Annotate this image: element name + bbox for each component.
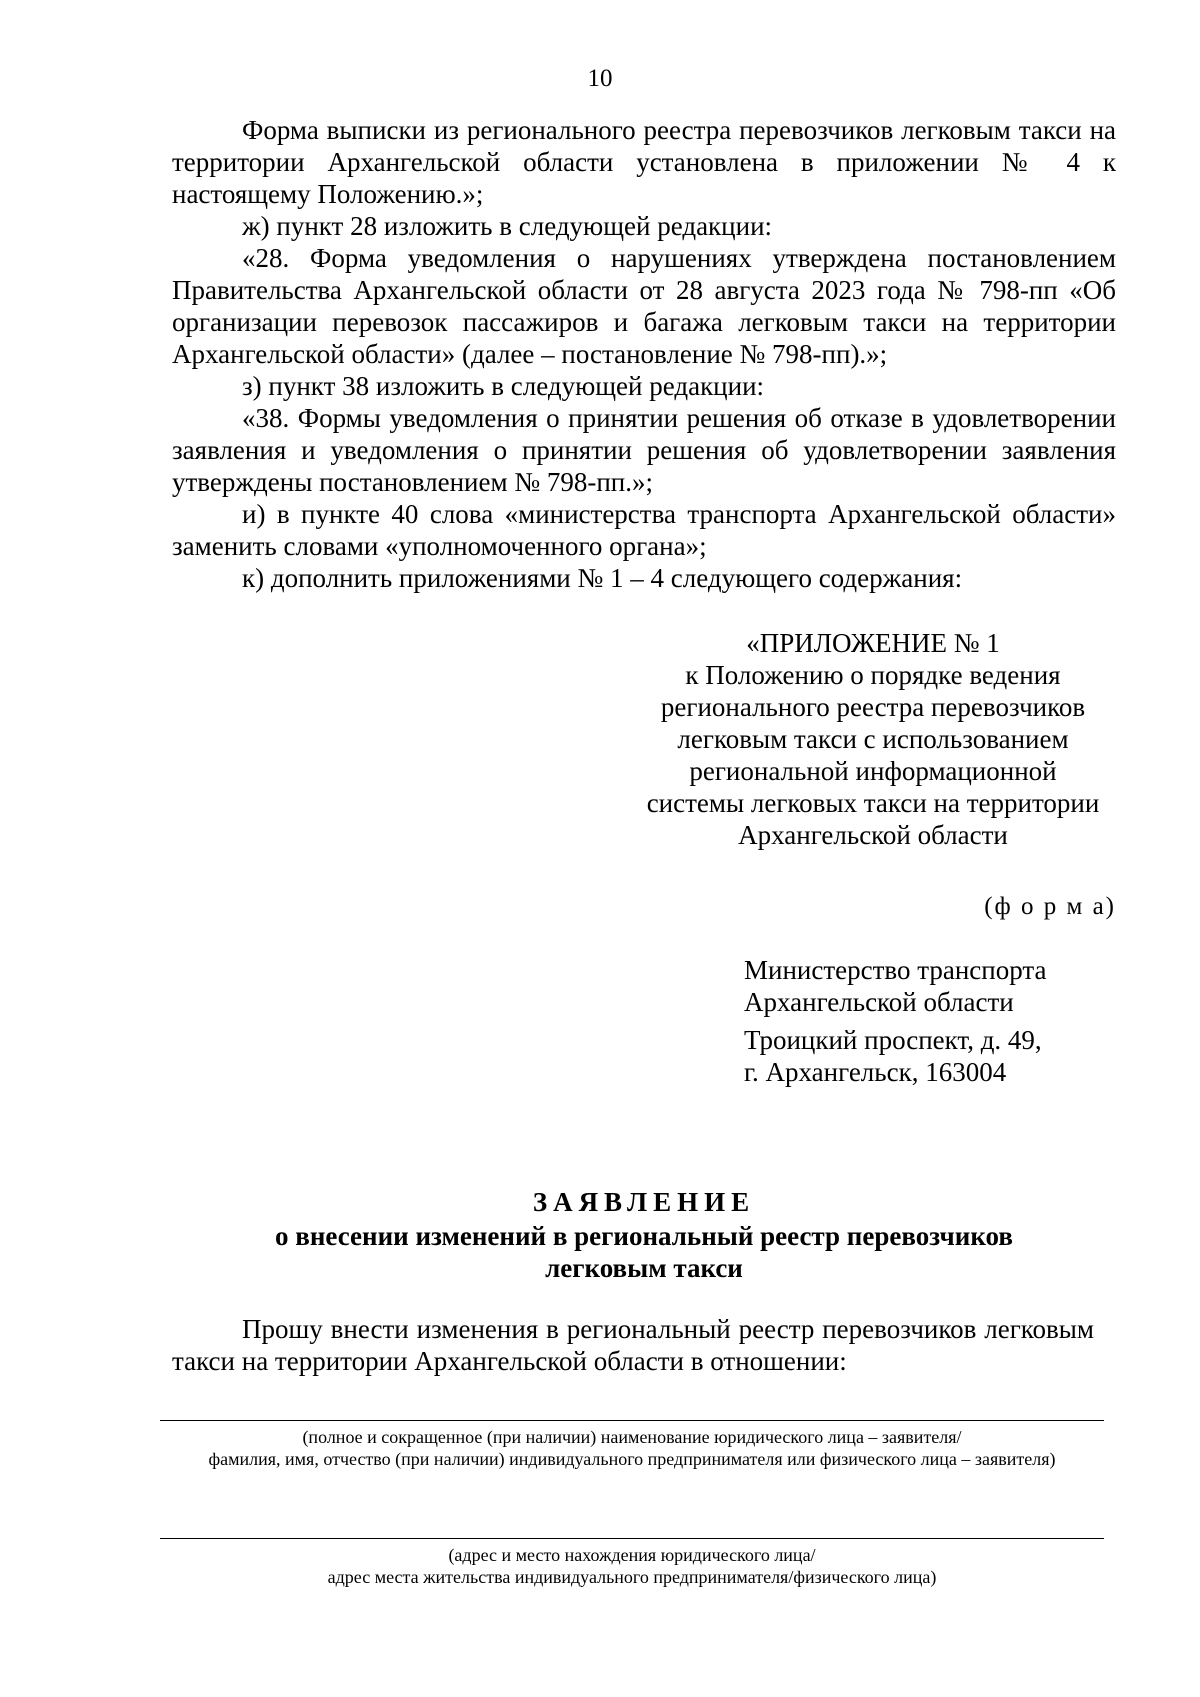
caption-line: (адрес и место нахождения юридического лица/	[448, 1545, 816, 1565]
form-label: (ф о р м а)	[984, 893, 1116, 920]
recipient-address	[744, 954, 1046, 1088]
paragraph-point-28: «28. Форма уведомления о нарушениях утверждена постановлением Правительства Архангельской области от 28 августа 2023 года № 798-пп «Об организации перевозок пассажиров и багажа легковым такси на территории Архангельской области» (далее – постановление № 798-пп).»;	[172, 243, 1116, 369]
statement-subtitle-line: легковым такси	[545, 1253, 743, 1283]
paragraph-item-z: з) пункт 38 изложить в следующей редакции:	[242, 371, 765, 401]
appendix-line: легковым такси с использованием	[677, 724, 1069, 754]
recipient-line: Министерство транспорта	[744, 955, 1047, 985]
appendix-line: региональной информационной	[689, 756, 1057, 786]
amendment-text	[172, 114, 1116, 594]
caption-line: фамилия, имя, отчество (при наличии) индивидуального предпринимателя или физического лица – заявителя)	[208, 1449, 1056, 1469]
statement-subtitle	[172, 1220, 1116, 1284]
paragraph-item-i: и) в пункте 40 слова «министерства транспорта Архангельской области» заменить словами «уполномоченного органа»;	[172, 499, 1116, 561]
recipient-line: Троицкий проспект, д. 49,	[744, 1025, 1042, 1055]
paragraph-item-k: к) дополнить приложениями № 1 – 4 следующего содержания:	[242, 563, 963, 593]
appendix-line: Архангельской области	[738, 820, 1008, 850]
paragraph-point-38: «38. Формы уведомления о принятии решения об отказе в удовлетворении заявления и уведомления о принятии решения об удовлетворении заявления утверждены постановлением № 798-пп.»;	[172, 403, 1116, 497]
applicant-address-caption	[160, 1544, 1104, 1588]
request-paragraph: Прошу внести изменения в региональный реестр перевозчиков легковым такси на территории Архангельской области в отношении:	[172, 1314, 1094, 1376]
applicant-name-line	[160, 1420, 1104, 1421]
statement-title: ЗАЯВЛЕНИЕ	[532, 1187, 756, 1217]
appendix-line: к Положению о порядке ведения	[685, 660, 1061, 690]
appendix-line: «ПРИЛОЖЕНИЕ № 1	[746, 628, 1000, 658]
recipient-line: Архангельской области	[744, 987, 1014, 1017]
statement-subtitle-line: о внесении изменений в региональный реестр перевозчиков	[275, 1221, 1013, 1251]
recipient-line: г. Архангельск, 163004	[744, 1057, 1007, 1087]
appendix-line: регионального реестра перевозчиков	[660, 692, 1086, 722]
paragraph-item-zh: ж) пункт 28 изложить в следующей редакции:	[242, 211, 773, 241]
request-text	[172, 1313, 1094, 1377]
appendix-header	[620, 627, 1126, 851]
page-number: 10	[587, 65, 613, 92]
appendix-line: системы легковых такси на территории	[646, 788, 1100, 818]
paragraph-extract-form: Форма выписки из регионального реестра перевозчиков легковым такси на территории Архангельской области установлена в приложении № 4 к настоящему Положению.»;	[172, 115, 1116, 209]
applicant-address-line	[160, 1538, 1104, 1539]
caption-line: адрес места жительства индивидуального предпринимателя/физического лица)	[327, 1567, 937, 1587]
caption-line: (полное и сокращенное (при наличии) наименование юридического лица – заявителя/	[302, 1427, 962, 1447]
applicant-name-caption	[160, 1426, 1104, 1470]
